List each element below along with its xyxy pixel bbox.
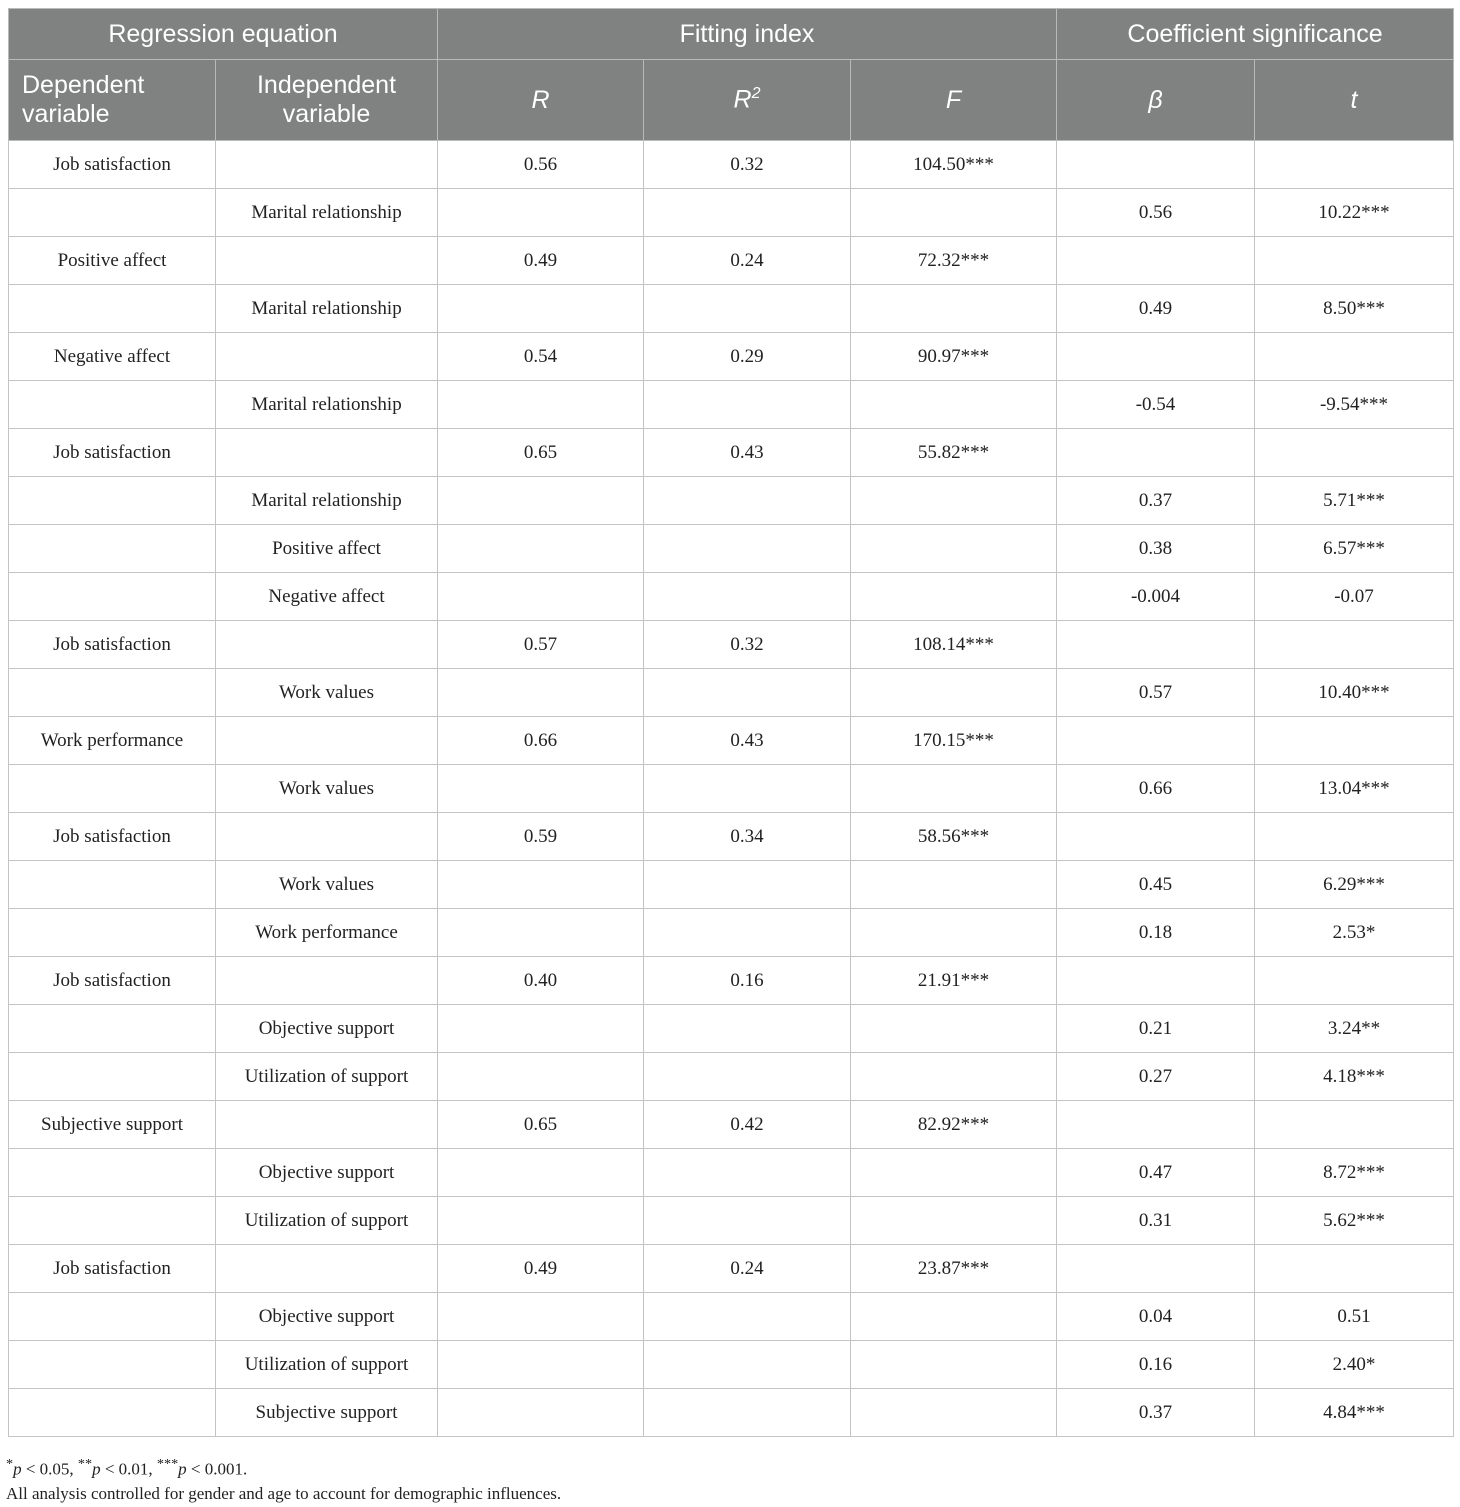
table-row xyxy=(9,237,1454,285)
header-independent-line2: variable xyxy=(282,100,371,128)
independent-variable-cell: Work values xyxy=(216,669,438,717)
dependent-variable-cell xyxy=(9,525,216,573)
dependent-variable-cell xyxy=(9,1389,216,1437)
dependent-variable-cell xyxy=(9,1341,216,1389)
significance-note xyxy=(6,1452,561,1482)
sig-3-p: p xyxy=(178,1459,187,1479)
r-squared-cell: 0.16 xyxy=(644,957,851,1005)
header-dependent-variable xyxy=(9,60,216,141)
independent-variable-cell: Utilization of support xyxy=(216,1197,438,1245)
r-squared-cell: 0.34 xyxy=(644,813,851,861)
r-cell xyxy=(438,285,644,333)
r-squared-cell xyxy=(644,525,851,573)
f-cell xyxy=(851,285,1057,333)
beta-cell: 0.49 xyxy=(1057,285,1255,333)
independent-variable-cell xyxy=(216,717,438,765)
r-cell xyxy=(438,525,644,573)
dependent-variable-cell xyxy=(9,1005,216,1053)
header-f: F xyxy=(851,60,1057,141)
dependent-variable-cell xyxy=(9,765,216,813)
r-squared-cell xyxy=(644,1293,851,1341)
beta-cell xyxy=(1057,957,1255,1005)
r-cell: 0.56 xyxy=(438,141,644,189)
dependent-variable-cell: Work performance xyxy=(9,717,216,765)
dependent-variable-cell xyxy=(9,1149,216,1197)
independent-variable-cell: Marital relationship xyxy=(216,189,438,237)
independent-variable-cell: Objective support xyxy=(216,1005,438,1053)
f-cell: 55.82*** xyxy=(851,429,1057,477)
dependent-variable-cell xyxy=(9,909,216,957)
beta-cell xyxy=(1057,717,1255,765)
r-cell xyxy=(438,477,644,525)
r-squared-cell xyxy=(644,285,851,333)
header-dependent-line2: variable xyxy=(22,100,110,128)
beta-cell: 0.16 xyxy=(1057,1341,1255,1389)
beta-cell: -0.004 xyxy=(1057,573,1255,621)
independent-variable-cell: Negative affect xyxy=(216,573,438,621)
r-squared-cell xyxy=(644,1005,851,1053)
f-cell xyxy=(851,909,1057,957)
independent-variable-cell xyxy=(216,1101,438,1149)
dependent-variable-cell: Subjective support xyxy=(9,1101,216,1149)
independent-variable-cell: Marital relationship xyxy=(216,477,438,525)
f-cell xyxy=(851,1005,1057,1053)
t-cell xyxy=(1255,813,1454,861)
beta-cell xyxy=(1057,237,1255,285)
dependent-variable-cell xyxy=(9,189,216,237)
r-cell xyxy=(438,909,644,957)
table-row xyxy=(9,1053,1454,1101)
table-row xyxy=(9,285,1454,333)
t-cell: 13.04*** xyxy=(1255,765,1454,813)
f-cell xyxy=(851,1197,1057,1245)
f-cell: 108.14*** xyxy=(851,621,1057,669)
dependent-variable-cell xyxy=(9,1293,216,1341)
r-squared-cell xyxy=(644,381,851,429)
header-coefficient-significance: Coefficient significance xyxy=(1057,9,1454,60)
independent-variable-cell xyxy=(216,333,438,381)
sig-1-mark: * xyxy=(6,1456,14,1472)
independent-variable-cell: Subjective support xyxy=(216,1389,438,1437)
t-cell xyxy=(1255,141,1454,189)
t-cell: 8.50*** xyxy=(1255,285,1454,333)
r-squared-cell xyxy=(644,669,851,717)
beta-cell xyxy=(1057,813,1255,861)
f-cell xyxy=(851,477,1057,525)
f-cell: 58.56*** xyxy=(851,813,1057,861)
independent-variable-cell xyxy=(216,1245,438,1293)
t-cell xyxy=(1255,717,1454,765)
independent-variable-cell: Work values xyxy=(216,765,438,813)
table-row xyxy=(9,477,1454,525)
regression-table xyxy=(8,8,1454,1437)
r-cell xyxy=(438,1389,644,1437)
sig-2-rest: < 0.01, xyxy=(100,1459,157,1479)
dependent-variable-cell: Job satisfaction xyxy=(9,621,216,669)
r-squared-cell: 0.32 xyxy=(644,621,851,669)
header-independent-variable xyxy=(216,60,438,141)
beta-cell: 0.21 xyxy=(1057,1005,1255,1053)
beta-cell xyxy=(1057,141,1255,189)
t-cell: 4.84*** xyxy=(1255,1389,1454,1437)
independent-variable-cell: Objective support xyxy=(216,1293,438,1341)
dependent-variable-cell: Job satisfaction xyxy=(9,1245,216,1293)
dependent-variable-cell xyxy=(9,1197,216,1245)
r-squared-cell xyxy=(644,1341,851,1389)
beta-cell xyxy=(1057,1101,1255,1149)
table-row xyxy=(9,189,1454,237)
t-cell xyxy=(1255,1101,1454,1149)
t-cell: 0.51 xyxy=(1255,1293,1454,1341)
header-dependent-line1: Dependent xyxy=(22,71,145,99)
r-squared-cell xyxy=(644,909,851,957)
table-row xyxy=(9,1149,1454,1197)
r-cell xyxy=(438,1053,644,1101)
header-r-squared-base: R xyxy=(733,85,752,114)
r-cell xyxy=(438,1005,644,1053)
r-cell xyxy=(438,1293,644,1341)
sig-3-rest: < 0.001. xyxy=(186,1459,248,1479)
table-footnotes xyxy=(6,1452,561,1506)
dependent-variable-cell xyxy=(9,861,216,909)
r-squared-cell: 0.42 xyxy=(644,1101,851,1149)
r-cell: 0.54 xyxy=(438,333,644,381)
t-cell xyxy=(1255,957,1454,1005)
independent-variable-cell xyxy=(216,621,438,669)
t-cell xyxy=(1255,429,1454,477)
table-row xyxy=(9,909,1454,957)
dependent-variable-cell xyxy=(9,477,216,525)
f-cell: 23.87*** xyxy=(851,1245,1057,1293)
r-cell xyxy=(438,189,644,237)
t-cell: 8.72*** xyxy=(1255,1149,1454,1197)
independent-variable-cell: Work performance xyxy=(216,909,438,957)
r-cell: 0.65 xyxy=(438,1101,644,1149)
r-cell xyxy=(438,1149,644,1197)
t-cell: 3.24** xyxy=(1255,1005,1454,1053)
r-cell: 0.49 xyxy=(438,237,644,285)
t-cell: 5.62*** xyxy=(1255,1197,1454,1245)
f-cell: 104.50*** xyxy=(851,141,1057,189)
r-cell: 0.65 xyxy=(438,429,644,477)
t-cell xyxy=(1255,1245,1454,1293)
beta-cell xyxy=(1057,429,1255,477)
dependent-variable-cell: Job satisfaction xyxy=(9,957,216,1005)
dependent-variable-cell xyxy=(9,1053,216,1101)
beta-cell xyxy=(1057,1245,1255,1293)
t-cell: 6.57*** xyxy=(1255,525,1454,573)
table-row xyxy=(9,1389,1454,1437)
independent-variable-cell xyxy=(216,813,438,861)
r-cell xyxy=(438,669,644,717)
beta-cell xyxy=(1057,333,1255,381)
r-squared-cell xyxy=(644,1149,851,1197)
header-fitting-index: Fitting index xyxy=(438,9,1057,60)
f-cell: 170.15*** xyxy=(851,717,1057,765)
r-cell: 0.40 xyxy=(438,957,644,1005)
table-row xyxy=(9,429,1454,477)
beta-cell: 0.18 xyxy=(1057,909,1255,957)
sig-1-rest: < 0.05, xyxy=(21,1459,78,1479)
header-independent-line1: Independent xyxy=(256,71,397,99)
r-cell: 0.49 xyxy=(438,1245,644,1293)
r-squared-cell: 0.29 xyxy=(644,333,851,381)
dependent-variable-cell: Job satisfaction xyxy=(9,141,216,189)
dependent-variable-cell: Job satisfaction xyxy=(9,813,216,861)
beta-cell: 0.37 xyxy=(1057,1389,1255,1437)
independent-variable-cell xyxy=(216,429,438,477)
table-header xyxy=(9,9,1454,141)
header-group-row xyxy=(9,9,1454,60)
dependent-variable-cell: Job satisfaction xyxy=(9,429,216,477)
table-row xyxy=(9,1293,1454,1341)
beta-cell: 0.31 xyxy=(1057,1197,1255,1245)
header-beta: β xyxy=(1057,60,1255,141)
r-cell: 0.57 xyxy=(438,621,644,669)
r-cell: 0.66 xyxy=(438,717,644,765)
table-row xyxy=(9,573,1454,621)
table-row xyxy=(9,1101,1454,1149)
table-row xyxy=(9,1197,1454,1245)
r-squared-cell: 0.43 xyxy=(644,717,851,765)
independent-variable-cell: Positive affect xyxy=(216,525,438,573)
table-row xyxy=(9,1005,1454,1053)
sig-3-mark: *** xyxy=(156,1456,179,1472)
r-squared-cell xyxy=(644,189,851,237)
t-cell: 5.71*** xyxy=(1255,477,1454,525)
dependent-variable-cell xyxy=(9,573,216,621)
r-cell xyxy=(438,381,644,429)
beta-cell: 0.57 xyxy=(1057,669,1255,717)
r-cell xyxy=(438,861,644,909)
table-row xyxy=(9,813,1454,861)
t-cell: 4.18*** xyxy=(1255,1053,1454,1101)
sig-1-p: p xyxy=(13,1459,22,1479)
f-cell xyxy=(851,525,1057,573)
f-cell xyxy=(851,1053,1057,1101)
beta-cell: 0.56 xyxy=(1057,189,1255,237)
f-cell xyxy=(851,189,1057,237)
independent-variable-cell: Marital relationship xyxy=(216,381,438,429)
f-cell xyxy=(851,861,1057,909)
header-r-squared-sup: 2 xyxy=(751,85,761,103)
r-squared-cell xyxy=(644,477,851,525)
r-squared-cell xyxy=(644,1197,851,1245)
r-cell xyxy=(438,1341,644,1389)
r-squared-cell xyxy=(644,573,851,621)
r-squared-cell: 0.24 xyxy=(644,237,851,285)
independent-variable-cell: Utilization of support xyxy=(216,1053,438,1101)
table-row xyxy=(9,669,1454,717)
r-squared-cell xyxy=(644,1389,851,1437)
t-cell: -0.07 xyxy=(1255,573,1454,621)
independent-variable-cell xyxy=(216,237,438,285)
t-cell: 10.40*** xyxy=(1255,669,1454,717)
beta-cell: 0.38 xyxy=(1057,525,1255,573)
beta-cell: 0.37 xyxy=(1057,477,1255,525)
f-cell xyxy=(851,573,1057,621)
header-r: R xyxy=(438,60,644,141)
independent-variable-cell: Objective support xyxy=(216,1149,438,1197)
table-row xyxy=(9,765,1454,813)
f-cell xyxy=(851,765,1057,813)
independent-variable-cell: Utilization of support xyxy=(216,1341,438,1389)
table-row xyxy=(9,525,1454,573)
header-r-squared xyxy=(644,60,851,141)
table-row xyxy=(9,861,1454,909)
r-squared-cell xyxy=(644,1053,851,1101)
f-cell xyxy=(851,1389,1057,1437)
t-cell xyxy=(1255,621,1454,669)
table-row xyxy=(9,1245,1454,1293)
t-cell xyxy=(1255,333,1454,381)
t-cell: -9.54*** xyxy=(1255,381,1454,429)
header-column-row xyxy=(9,60,1454,141)
dependent-variable-cell xyxy=(9,669,216,717)
f-cell: 90.97*** xyxy=(851,333,1057,381)
dependent-variable-cell xyxy=(9,285,216,333)
beta-cell: 0.45 xyxy=(1057,861,1255,909)
dependent-variable-cell xyxy=(9,381,216,429)
f-cell xyxy=(851,381,1057,429)
r-cell xyxy=(438,573,644,621)
sig-2-mark: ** xyxy=(77,1456,93,1472)
sig-2-p: p xyxy=(92,1459,101,1479)
r-cell xyxy=(438,765,644,813)
beta-cell: 0.27 xyxy=(1057,1053,1255,1101)
r-cell xyxy=(438,1197,644,1245)
independent-variable-cell: Work values xyxy=(216,861,438,909)
r-squared-cell: 0.24 xyxy=(644,1245,851,1293)
r-squared-cell: 0.43 xyxy=(644,429,851,477)
f-cell: 72.32*** xyxy=(851,237,1057,285)
table-row xyxy=(9,381,1454,429)
f-cell xyxy=(851,1293,1057,1341)
t-cell: 2.53* xyxy=(1255,909,1454,957)
independent-variable-cell xyxy=(216,141,438,189)
beta-cell: 0.66 xyxy=(1057,765,1255,813)
header-t: t xyxy=(1255,60,1454,141)
t-cell: 10.22*** xyxy=(1255,189,1454,237)
t-cell xyxy=(1255,237,1454,285)
beta-cell: 0.04 xyxy=(1057,1293,1255,1341)
f-cell xyxy=(851,1149,1057,1197)
table-row xyxy=(9,621,1454,669)
t-cell: 6.29*** xyxy=(1255,861,1454,909)
r-squared-cell xyxy=(644,861,851,909)
header-regression-equation: Regression equation xyxy=(9,9,438,60)
table-body xyxy=(9,141,1454,1437)
r-squared-cell: 0.32 xyxy=(644,141,851,189)
dependent-variable-cell: Positive affect xyxy=(9,237,216,285)
control-note: All analysis controlled for gender and age to account for demographic influences. xyxy=(6,1483,562,1503)
beta-cell: -0.54 xyxy=(1057,381,1255,429)
f-cell: 21.91*** xyxy=(851,957,1057,1005)
independent-variable-cell: Marital relationship xyxy=(216,285,438,333)
table-row xyxy=(9,1341,1454,1389)
r-squared-cell xyxy=(644,765,851,813)
table-row xyxy=(9,957,1454,1005)
f-cell xyxy=(851,669,1057,717)
table-row xyxy=(9,717,1454,765)
t-cell: 2.40* xyxy=(1255,1341,1454,1389)
independent-variable-cell xyxy=(216,957,438,1005)
r-cell: 0.59 xyxy=(438,813,644,861)
beta-cell: 0.47 xyxy=(1057,1149,1255,1197)
f-cell xyxy=(851,1341,1057,1389)
table-row xyxy=(9,333,1454,381)
table-row xyxy=(9,141,1454,189)
beta-cell xyxy=(1057,621,1255,669)
dependent-variable-cell: Negative affect xyxy=(9,333,216,381)
f-cell: 82.92*** xyxy=(851,1101,1057,1149)
